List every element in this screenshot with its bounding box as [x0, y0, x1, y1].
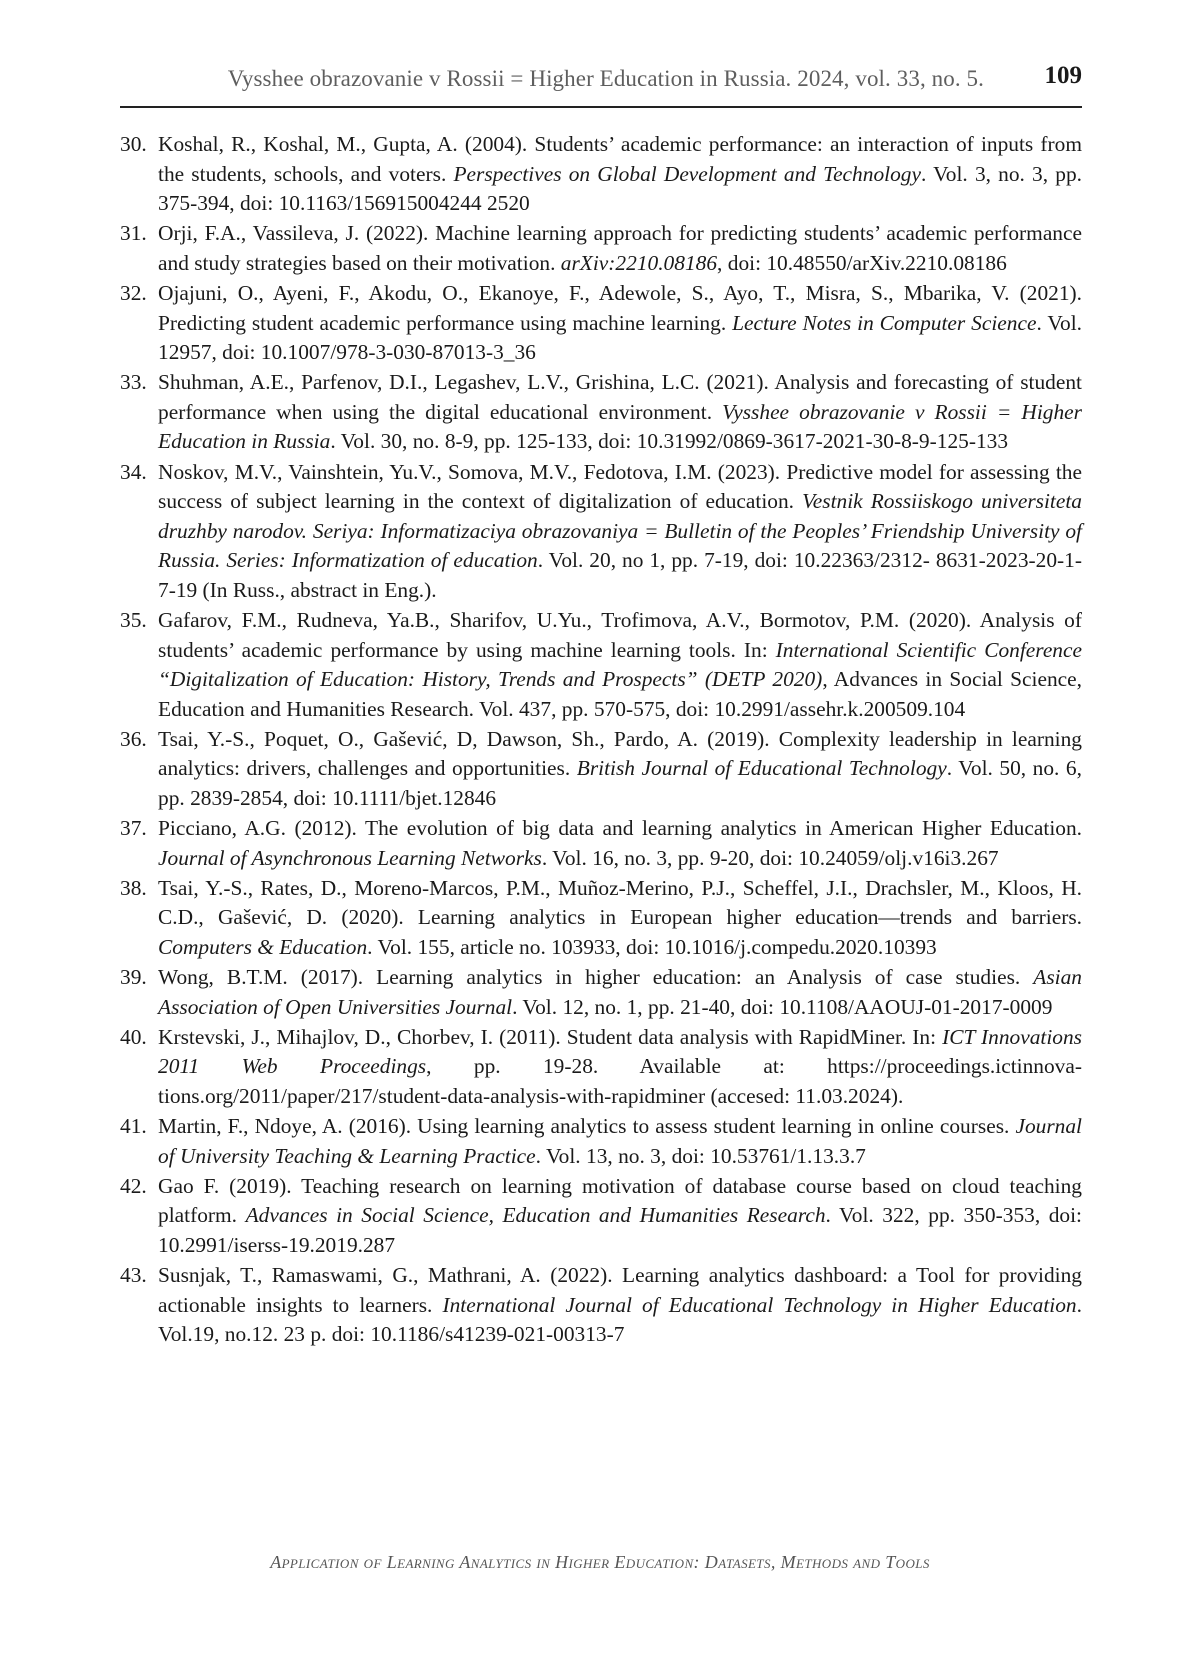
reference-segment: Koshal, R., Koshal, M., Gupta, A. (2004). Students’ academic performance: an interaction of inputs from the students, schools, and voters. — [158, 132, 1082, 186]
reference-number: 34. — [120, 459, 147, 484]
reference-source-title: International Scientific Conference “Digitalization of Education: History, Trends and Prospects” (DETP 2020) — [158, 637, 1082, 692]
reference-segment: . Vol. 30, no. 8-9, pp. 125-133, doi: 10.31992/0869-3617-2021-30-8-9-125-133 — [330, 429, 1009, 454]
reference-item — [120, 368, 1082, 457]
running-footer: Application of Learning Analytics in Higher Education: Datasets, Methods and Tools — [270, 1552, 930, 1572]
reference-item — [120, 279, 1082, 368]
reference-segment: Ojajuni, O., Ayeni, F., Akodu, O., Ekanoye, F., Adewole, S., Ayo, T., Misra, S., Mbarika, V. (2021). Predicting student academic performance using machine learning. — [158, 280, 1082, 335]
reference-segment: Tsai, Y.-S., Poquet, O., Gašević, D, Dawson, Sh., Pardo, A. (2019). Complexity leadership in learning analytics: drivers, challenges and opportunities. — [158, 726, 1082, 781]
reference-item — [120, 219, 1082, 278]
reference-segment: Susnjak, T., Ramaswami, G., Mathrani, A. (2022). Learning analytics dashboard: a Tool for providing actionable insights to learners. — [158, 1263, 1082, 1317]
page-number: 109 — [1044, 62, 1082, 89]
reference-text — [158, 727, 1082, 810]
reference-source-title: Asian Association of Open Universities Journal — [158, 965, 1082, 1019]
reference-text — [158, 965, 1082, 1019]
reference-item — [120, 458, 1082, 606]
reference-segment: Picciano, A.G. (2012). The evolution of big data and learning analytics in American Higher Education. — [158, 816, 1082, 841]
reference-text — [158, 816, 1082, 870]
reference-list — [120, 130, 1082, 1350]
reference-segment: Gao F. (2019). Teaching research on learning motivation of database course based on cloud teaching platform. — [158, 1173, 1082, 1228]
reference-source-title: ICT Innovations 2011 Web Proceedings — [158, 1024, 1082, 1079]
reference-source-title: Computers & Education — [158, 935, 368, 960]
reference-segment: Wong, B.T.M. (2017). Learning analytics in higher education: an Analysis of case studies. — [158, 965, 1034, 990]
reference-number: 31. — [120, 221, 147, 246]
reference-number: 40. — [120, 1024, 147, 1049]
reference-segment: Shuhman, A.E., Parfenov, D.I., Legashev, L.V., Grishina, L.C. (2021). Analysis and forecasting of student performance when using the digital educational environment. — [158, 370, 1082, 424]
reference-item — [120, 1112, 1082, 1171]
reference-source-title: Perspectives on Global Development and Technology — [453, 161, 921, 186]
reference-segment: Noskov, M.V., Vainshtein, Yu.V., Somova, M.V., Fedotova, I.M. (2023). Predictive model for assessing the success of subject learning in the context of digitalization of education. — [158, 459, 1082, 514]
reference-number: 39. — [120, 965, 147, 990]
reference-number: 33. — [120, 370, 147, 395]
reference-item — [120, 725, 1082, 814]
journal-title: Vysshee obrazovanie v Rossii = Higher Education in Russia. 2024, vol. 33, no. 5. — [227, 66, 984, 91]
reference-segment: Martin, F., Ndoye, A. (2016). Using learning analytics to assess student learning in online courses. — [158, 1114, 1016, 1139]
reference-text — [158, 1025, 1082, 1108]
reference-source-title: Journal of Asynchronous Learning Networks — [158, 845, 542, 870]
reference-source-title: arXiv:2210.08186 — [560, 250, 718, 275]
reference-number: 36. — [120, 726, 147, 751]
reference-source-title: Advances in Social Science, Education and Humanities Research — [245, 1203, 826, 1228]
reference-number: 35. — [120, 608, 147, 632]
reference-segment: . Vol. 13, no. 3, doi: 10.53761/1.13.3.7 — [535, 1143, 866, 1168]
reference-text — [158, 132, 1082, 215]
reference-segment: Tsai, Y.-S., Rates, D., Moreno-Marcos, P.M., Muñoz-Merino, P.J., Scheffel, J.I., Drachsler, M., Kloos, H. C.D., Gašević, D. (2020). Learning analytics in European higher education—trends and barriers. — [158, 875, 1082, 930]
reference-text — [158, 281, 1082, 364]
reference-source-title: Vestnik Rossiiskogo universiteta druzhby narodov. Seriya: Informatizaciya obrazovaniya = Bulletin of the Peoples’ Friendship University of Russia. Series: Informatization of education — [158, 489, 1082, 573]
reference-item — [120, 874, 1082, 963]
page-header — [120, 60, 1082, 108]
reference-segment: . Vol. 3, no. 3, pp. 375-394, doi: 10.1163/156915004244 2520 — [158, 161, 1082, 216]
reference-number: 32. — [120, 280, 147, 305]
reference-source-title: British Journal of Educational Technology — [576, 756, 947, 781]
reference-text — [158, 370, 1082, 453]
reference-item — [120, 963, 1082, 1022]
reference-segment: . Vol. 50, no. 6, pp. 2839-2854, doi: 10.1111/bjet.12846 — [158, 756, 1082, 811]
reference-segment: Krstevski, J., Mihajlov, D., Chorbev, I. (2011). Student data analysis with RapidMiner. In: — [158, 1024, 943, 1049]
reference-number: 41. — [120, 1114, 147, 1139]
reference-item — [120, 130, 1082, 219]
reference-source-title: International Journal of Educational Technology in Higher Education — [442, 1292, 1077, 1317]
reference-number: 30. — [120, 132, 147, 156]
reference-text — [158, 608, 1082, 721]
reference-segment: . Vol. 20, no 1, pp. 7-19, doi: 10.22363/2312- 8631-2023-20-1-7-19 (In Russ., abstract in Eng.). — [158, 548, 1082, 602]
reference-number: 42. — [120, 1173, 147, 1198]
reference-segment: . Vol.19, no.12. 23 p. doi: 10.1186/s41239-021-00313-7 — [158, 1292, 1082, 1347]
reference-number: 43. — [120, 1263, 147, 1288]
reference-text — [158, 1114, 1082, 1168]
reference-segment: . Vol. 322, pp. 350-353, doi: 10.2991/iserss-19.2019.287 — [158, 1203, 1083, 1257]
reference-segment: , doi: 10.48550/arXiv.2210.08186 — [717, 250, 1007, 275]
reference-number: 37. — [120, 816, 147, 841]
reference-item — [120, 606, 1082, 724]
reference-text — [158, 1174, 1082, 1257]
reference-segment: . Vol. 12, no. 1, pp. 21-40, doi: 10.1108/AAOUJ-01-2017-0009 — [512, 994, 1053, 1019]
reference-text — [158, 876, 1082, 959]
reference-item — [120, 1261, 1082, 1350]
reference-segment: . Vol. 16, no. 3, pp. 9-20, doi: 10.24059/olj.v16i3.267 — [541, 845, 999, 870]
reference-item — [120, 1023, 1082, 1112]
reference-source-title: Journal of University Teaching & Learning Practice — [158, 1114, 1082, 1168]
reference-source-title: Lecture Notes in Computer Science — [732, 310, 1037, 335]
reference-text — [158, 221, 1082, 275]
reference-segment: Gafarov, F.M., Rudneva, Ya.B., Sharifov, U.Yu., Trofimova, A.V., Bormotov, P.M. (2020). Analysis of students’ academic performance by using machine learning tools. In: — [158, 608, 1082, 662]
reference-segment: . Vol. 12957, doi: 10.1007/978-3-030-87013-3_36 — [158, 310, 1082, 365]
reference-text — [158, 460, 1082, 602]
reference-number: 38. — [120, 875, 147, 900]
reference-source-title: Vysshee obrazovanie v Rossii = Higher Education in Russia — [158, 399, 1083, 454]
reference-item — [120, 814, 1082, 873]
reference-text — [158, 1263, 1082, 1346]
reference-segment: , pp. 19-28. Available at: https://proceedings.ictinnovations.org/2011/paper/217/student-data-analysis-with-rapidminer (accesed: 11.03.2024). — [158, 1054, 1082, 1108]
reference-segment: Orji, F.A., Vassileva, J. (2022). Machine learning approach for predicting students’ academic performance and study strategies based on their motivation. — [158, 221, 1082, 275]
reference-segment: , Advances in Social Science, Education and Humanities Research. Vol. 437, pp. 570-575, doi: 10.2991/assehr.k.200509.104 — [158, 667, 1082, 721]
reference-segment: . Vol. 155, article no. 103933, doi: 10.1016/j.compedu.2020.10393 — [367, 935, 937, 960]
reference-item — [120, 1172, 1082, 1261]
